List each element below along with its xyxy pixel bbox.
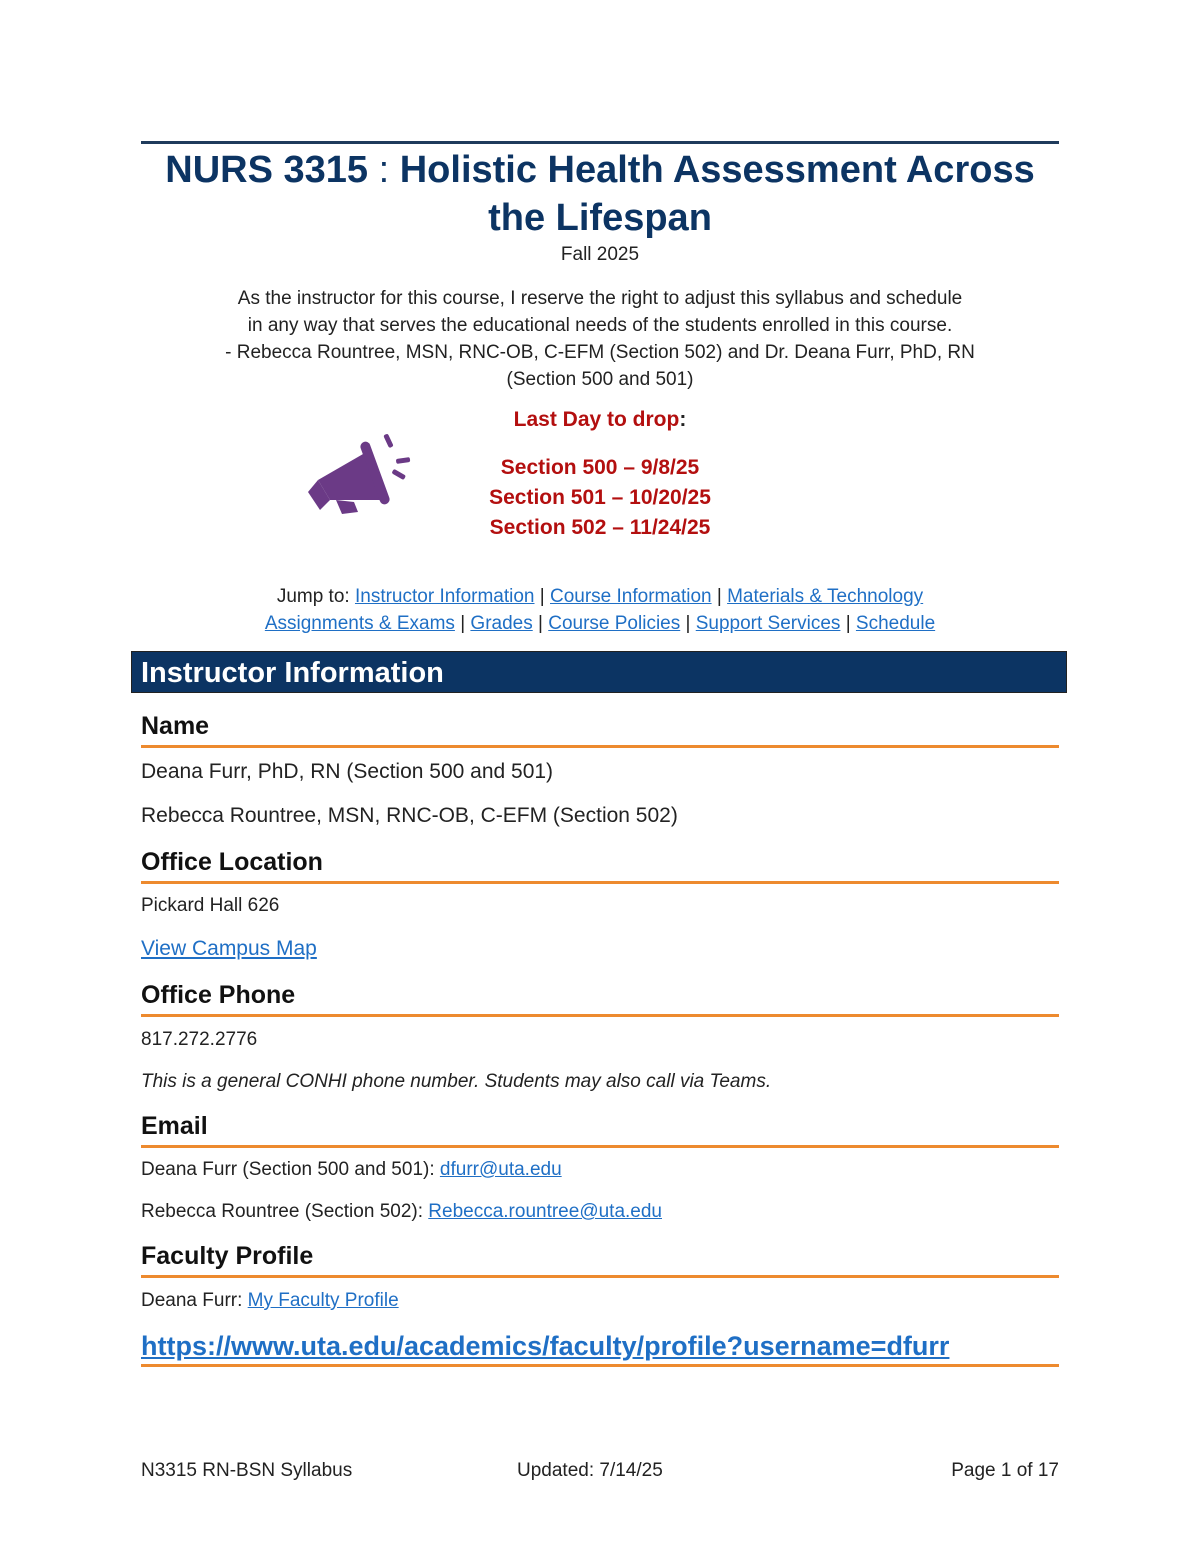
email-link-rountree[interactable]: Rebecca.rountree@uta.edu — [428, 1201, 662, 1222]
jump-link-course-policies[interactable]: Course Policies — [548, 613, 681, 634]
drop-item-section-500: Section 500 – 9/8/25 — [500, 456, 700, 479]
heading-office-location: Office Location — [141, 848, 1059, 884]
heading-name: Name — [141, 712, 1059, 748]
jump-link-materials-technology[interactable]: Materials & Technology — [727, 586, 924, 607]
phone-note: This is a general CONHI phone number. Students may also call via Teams. — [141, 1071, 772, 1092]
office-location: Pickard Hall 626 — [141, 895, 280, 916]
footer-center: Updated: 7/14/25 — [517, 1460, 663, 1481]
jump-link-grades[interactable]: Grades — [470, 613, 533, 634]
heading-faculty-profile: Faculty Profile — [141, 1242, 1059, 1278]
heading-email: Email — [141, 1112, 1059, 1148]
jump-separator: | — [454, 613, 471, 634]
course-code: NURS 3315 — [165, 149, 369, 191]
section-title-instructor-information: Instructor Information — [131, 651, 1067, 693]
notice-line-3: - Rebecca Rountree, MSN, RNC-OB, C-EFM (Section 502) and Dr. Deana Furr, PhD, RN — [225, 342, 975, 363]
email-row-2 — [141, 1201, 662, 1223]
jump-label: Jump to: — [276, 586, 355, 607]
title-line-1: Holistic Health Assessment Across — [399, 149, 1035, 191]
drop-deadline-title — [0, 408, 1200, 432]
notice-line-2: in any way that serves the educational needs of the students enrolled in this course. — [247, 315, 953, 336]
jump-link-assignments-exams[interactable]: Assignments & Exams — [264, 613, 455, 634]
drop-item-section-502: Section 502 – 11/24/25 — [489, 516, 711, 539]
faculty-profile-url-link[interactable]: https://www.uta.edu/academics/faculty/profile?username=dfurr — [141, 1331, 950, 1361]
notice-line-4: (Section 500 and 501) — [506, 369, 694, 390]
instructor-name-1: Deana Furr, PhD, RN (Section 500 and 501) — [141, 760, 554, 783]
jump-link-schedule[interactable]: Schedule — [855, 613, 936, 634]
jump-link-course-information[interactable]: Course Information — [550, 586, 712, 607]
faculty-profile-link[interactable]: My Faculty Profile — [247, 1290, 399, 1311]
jump-separator: | — [534, 586, 550, 607]
jump-nav — [0, 583, 1200, 637]
term: Fall 2025 — [560, 244, 640, 265]
jump-separator: | — [680, 613, 696, 634]
title-separator: : — [368, 149, 400, 191]
jump-separator: | — [711, 586, 728, 607]
faculty-profile-row — [141, 1290, 399, 1312]
title-line-2: the Lifespan — [488, 197, 712, 239]
heading-office-phone: Office Phone — [141, 981, 1059, 1017]
jump-separator: | — [840, 613, 856, 634]
faculty-profile-url-row — [141, 1331, 1059, 1367]
email-link-dfurr[interactable]: dfurr@uta.edu — [439, 1159, 562, 1180]
email-label-1: Deana Furr (Section 500 and 501): — [141, 1159, 440, 1180]
faculty-profile-label: Deana Furr: — [141, 1290, 248, 1311]
email-row-1 — [141, 1159, 562, 1181]
jump-separator: | — [532, 613, 549, 634]
course-title — [100, 146, 1100, 242]
campus-map-link[interactable]: View Campus Map — [141, 937, 317, 960]
drop-deadline-list — [0, 453, 1200, 543]
instructor-notice — [150, 285, 1050, 393]
top-rule — [141, 141, 1059, 144]
office-phone: 817.272.2776 — [141, 1029, 258, 1050]
instructor-name-2: Rebecca Rountree, MSN, RNC-OB, C-EFM (Section 502) — [141, 804, 678, 827]
jump-link-support-services[interactable]: Support Services — [695, 613, 841, 634]
email-label-2: Rebecca Rountree (Section 502): — [141, 1201, 429, 1222]
jump-link-instructor-information[interactable]: Instructor Information — [354, 586, 535, 607]
notice-line-1: As the instructor for this course, I reserve the right to adjust this syllabus and schedule — [237, 288, 963, 309]
drop-title-text: Last Day to drop — [513, 408, 680, 431]
drop-title-colon: : — [679, 408, 687, 431]
footer-left: N3315 RN-BSN Syllabus — [141, 1460, 353, 1481]
drop-item-section-501: Section 501 – 10/20/25 — [489, 486, 711, 509]
footer-right: Page 1 of 17 — [951, 1460, 1059, 1481]
